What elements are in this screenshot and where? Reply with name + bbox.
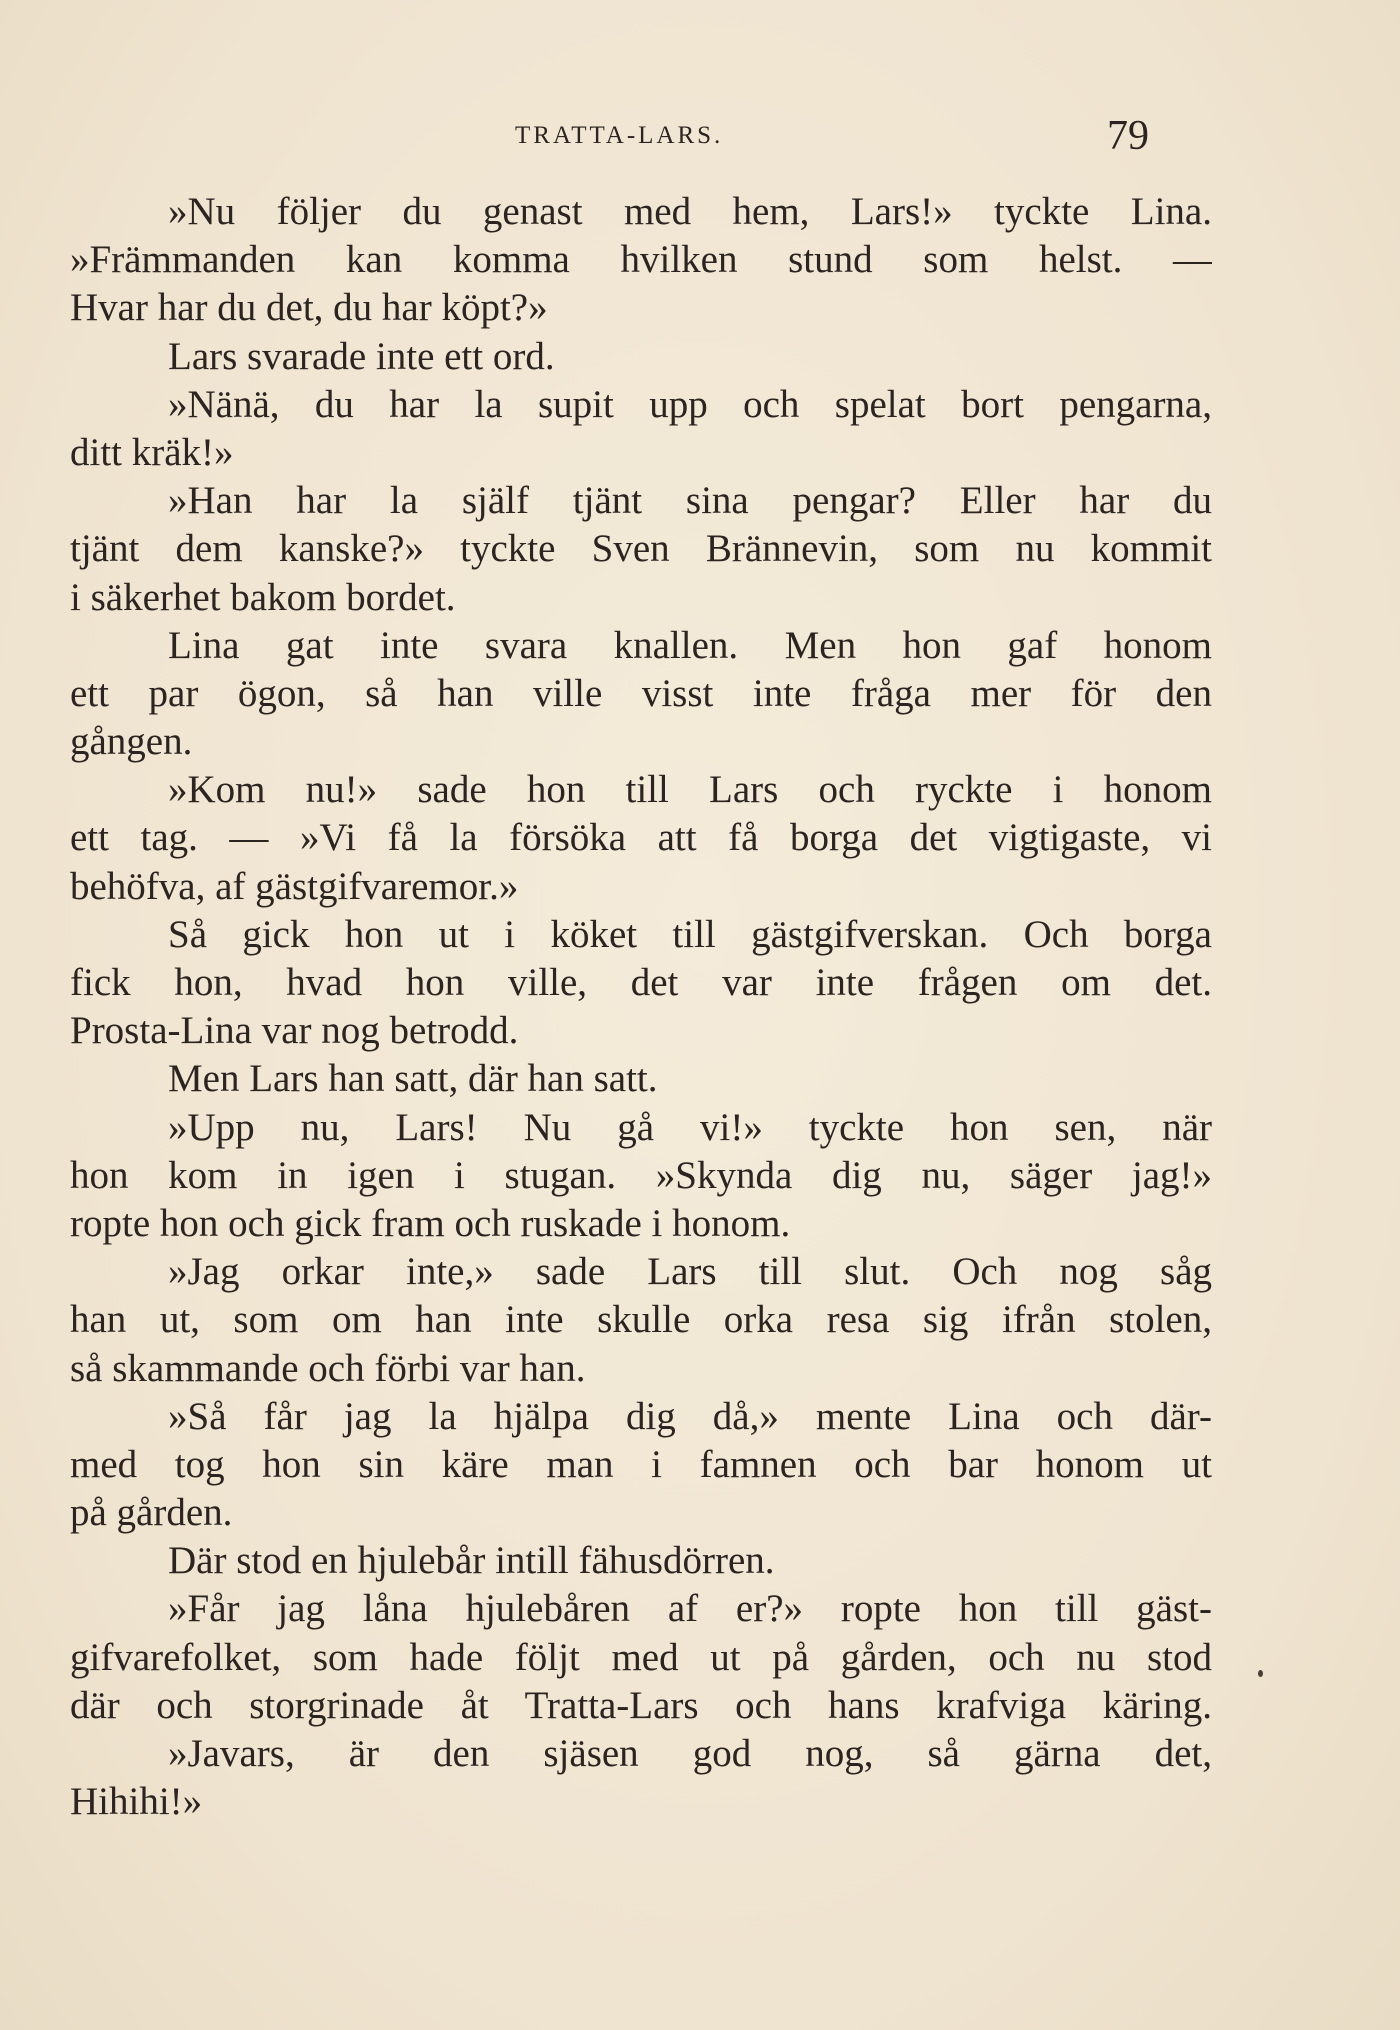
text-line: Där stod en hjulebår intill fähusdörren. [168,1539,775,1583]
text-line: »Främmanden kan komma hvilken stund som helst. — [70,238,1212,282]
text-line: gången. [70,720,193,764]
text-line: »Får jag låna hjulebåren af er?» ropte hon till gäst- [168,1587,1212,1631]
text-line: Lina gat inte svara knallen. Men hon gaf honom [168,623,1212,667]
body-text [70,188,1212,1826]
text-line: Prosta-Lina var nog betrodd. [70,1009,519,1053]
text-line: »Han har la själf tjänt sina pengar? Eller har du [168,479,1212,523]
text-line: fick hon, hvad hon ville, det var inte frågen om det. [70,961,1212,1004]
page-number: 79 [1107,113,1149,159]
running-head: TRATTA-LARS. [515,122,724,149]
text-line: »Nänä, du har la supit upp och spelat bort pengarna, [168,382,1212,426]
text-line: med tog hon sin käre man i famnen och bar honom ut [70,1442,1212,1486]
text-line: Hihihi!» [70,1780,203,1824]
text-line: Lars svarade inte ett ord. [168,334,555,378]
text-line: Så gick hon ut i köket till gästgifverskan. Och borga [168,912,1212,956]
text-line: »Javars, är den sjäsen god nog, så gärna det, [168,1732,1212,1775]
text-line: »Så får jag la hjälpa dig då,» mente Lina och där- [168,1394,1212,1438]
text-line: där och storgrinade åt Tratta-Lars och hans krafviga käring. [70,1683,1212,1727]
text-line: »Upp nu, Lars! Nu gå vi!» tyckte hon sen, när [168,1105,1212,1149]
text-line: behöfva, af gästgifvaremor.» [70,864,519,908]
text-line: »Nu följer du genast med hem, Lars!» tyckte Lina. [168,190,1212,233]
text-line: på gården. [70,1491,233,1535]
text-line: Men Lars han satt, där han satt. [168,1057,658,1101]
text-line: ett par ögon, så han ville visst inte fråga mer för den [70,671,1212,715]
text-line: »Jag orkar inte,» sade Lars till slut. Och nog såg [168,1250,1212,1294]
text-line: hon kom in igen i stugan. »Skynda dig nu, säger jag!» [70,1153,1212,1197]
text-line: »Kom nu!» sade hon till Lars och ryckte i honom [168,768,1212,812]
text-line: Hvar har du det, du har köpt?» [70,286,548,330]
text-line: ditt kräk!» [70,430,234,474]
text-line: ropte hon och gick fram och ruskade i honom. [70,1201,791,1245]
text-line: så skammande och förbi var han. [70,1346,586,1390]
text-line: tjänt dem kanske?» tyckte Sven Brännevin, som nu kommit [70,527,1212,571]
page-header [0,112,1400,172]
text-line: han ut, som om han inte skulle orka resa sig ifrån stolen, [70,1298,1212,1342]
text-line: gifvarefolket, som hade följt med ut på gården, och nu stod [70,1635,1212,1679]
text-line: i säkerhet bakom bordet. [70,575,456,619]
text-line: ett tag. — »Vi få la försöka att få borga det vigtigaste, vi [70,816,1212,860]
paper-speck [1258,1670,1263,1677]
